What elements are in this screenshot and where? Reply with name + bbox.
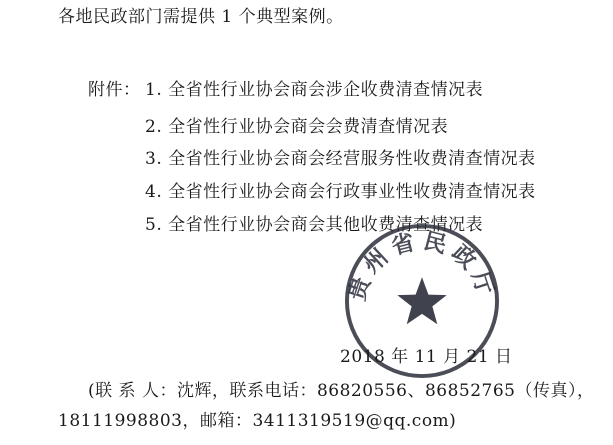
document-date: 2018 年 11 月 21 日 xyxy=(340,347,513,367)
attachments-label: 附件： xyxy=(88,80,141,100)
seal-text: 贵州省民政厅 xyxy=(344,227,500,304)
attachment-item-1: 1. 全省性行业协会商会涉企收费清查情况表 xyxy=(145,80,484,100)
contact-info-line-2: 18111998803，邮箱：3411319519@qq.com) xyxy=(58,411,457,431)
contact-info-line-1: (联 系 人：沈辉，联系电话：86820556、86852765（传真）， xyxy=(88,381,595,401)
star-icon xyxy=(397,277,446,324)
attachment-item-3: 3. 全省性行业协会商会经营服务性收费清查情况表 xyxy=(145,149,536,169)
attachment-item-2: 2. 全省性行业协会商会会费清查情况表 xyxy=(145,117,449,137)
attachment-item-4: 4. 全省性行业协会商会行政事业性收费清查情况表 xyxy=(145,182,536,202)
attachment-item-5: 5. 全省性行业协会商会其他收费清查情况表 xyxy=(145,215,484,235)
intro-text: 各地民政部门需提供 1 个典型案例。 xyxy=(58,7,344,27)
